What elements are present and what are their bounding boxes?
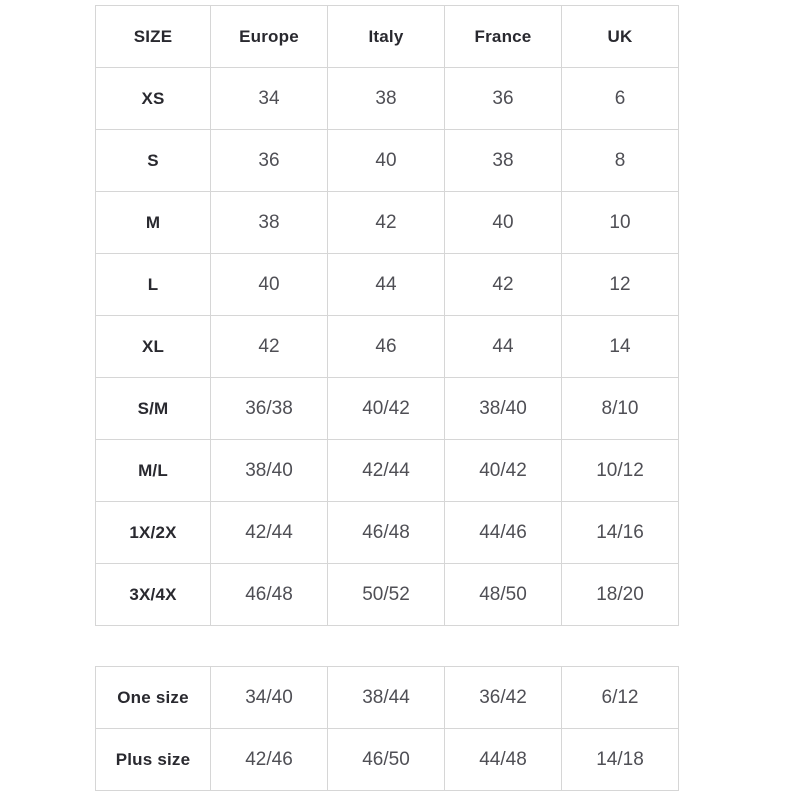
cell-france: 44 xyxy=(445,316,562,378)
cell-europe: 38/40 xyxy=(211,440,328,502)
table-row-xl xyxy=(96,316,679,378)
cell-france: 38 xyxy=(445,130,562,192)
row-label-size: 1X/2X xyxy=(96,502,211,564)
cell-france: 42 xyxy=(445,254,562,316)
column-header-italy: Italy xyxy=(328,6,445,68)
cell-italy: 42 xyxy=(328,192,445,254)
size-conversion-table xyxy=(95,5,679,626)
cell-italy: 38/44 xyxy=(328,667,445,729)
cell-france: 36 xyxy=(445,68,562,130)
row-label-size: M xyxy=(96,192,211,254)
table-row-m-l xyxy=(96,440,679,502)
row-label-size: One size xyxy=(96,667,211,729)
cell-europe: 36 xyxy=(211,130,328,192)
cell-europe: 42 xyxy=(211,316,328,378)
cell-italy: 42/44 xyxy=(328,440,445,502)
cell-italy: 40/42 xyxy=(328,378,445,440)
row-label-size: 3X/4X xyxy=(96,564,211,626)
column-header-europe: Europe xyxy=(211,6,328,68)
table-row-xs xyxy=(96,68,679,130)
column-header-size: SIZE xyxy=(96,6,211,68)
table-row-3x-4x xyxy=(96,564,679,626)
special-sizes-table xyxy=(95,666,679,791)
cell-uk: 14/18 xyxy=(562,729,679,791)
cell-france: 44/48 xyxy=(445,729,562,791)
cell-uk: 6 xyxy=(562,68,679,130)
table-row-m xyxy=(96,192,679,254)
cell-uk: 6/12 xyxy=(562,667,679,729)
cell-france: 44/46 xyxy=(445,502,562,564)
cell-europe: 36/38 xyxy=(211,378,328,440)
cell-italy: 46/50 xyxy=(328,729,445,791)
table-row-l xyxy=(96,254,679,316)
table-row-s-m xyxy=(96,378,679,440)
cell-uk: 10 xyxy=(562,192,679,254)
column-header-france: France xyxy=(445,6,562,68)
cell-uk: 12 xyxy=(562,254,679,316)
cell-europe: 42/44 xyxy=(211,502,328,564)
row-label-size: XS xyxy=(96,68,211,130)
cell-europe: 42/46 xyxy=(211,729,328,791)
cell-france: 40 xyxy=(445,192,562,254)
table-row-plus-size xyxy=(96,729,679,791)
cell-europe: 34 xyxy=(211,68,328,130)
row-label-size: S xyxy=(96,130,211,192)
row-label-size: XL xyxy=(96,316,211,378)
cell-italy: 46 xyxy=(328,316,445,378)
cell-italy: 46/48 xyxy=(328,502,445,564)
table-row-one-size xyxy=(96,667,679,729)
row-label-size: M/L xyxy=(96,440,211,502)
cell-france: 48/50 xyxy=(445,564,562,626)
cell-italy: 44 xyxy=(328,254,445,316)
cell-europe: 46/48 xyxy=(211,564,328,626)
cell-italy: 38 xyxy=(328,68,445,130)
cell-europe: 40 xyxy=(211,254,328,316)
cell-france: 40/42 xyxy=(445,440,562,502)
cell-uk: 14/16 xyxy=(562,502,679,564)
row-label-size: Plus size xyxy=(96,729,211,791)
column-header-uk: UK xyxy=(562,6,679,68)
cell-uk: 8/10 xyxy=(562,378,679,440)
cell-europe: 34/40 xyxy=(211,667,328,729)
cell-france: 38/40 xyxy=(445,378,562,440)
header-row xyxy=(96,6,679,68)
cell-uk: 8 xyxy=(562,130,679,192)
cell-europe: 38 xyxy=(211,192,328,254)
cell-uk: 14 xyxy=(562,316,679,378)
row-label-size: S/M xyxy=(96,378,211,440)
table-row-s xyxy=(96,130,679,192)
row-label-size: L xyxy=(96,254,211,316)
cell-uk: 10/12 xyxy=(562,440,679,502)
cell-france: 36/42 xyxy=(445,667,562,729)
cell-italy: 40 xyxy=(328,130,445,192)
table-row-1x-2x xyxy=(96,502,679,564)
cell-uk: 18/20 xyxy=(562,564,679,626)
cell-italy: 50/52 xyxy=(328,564,445,626)
